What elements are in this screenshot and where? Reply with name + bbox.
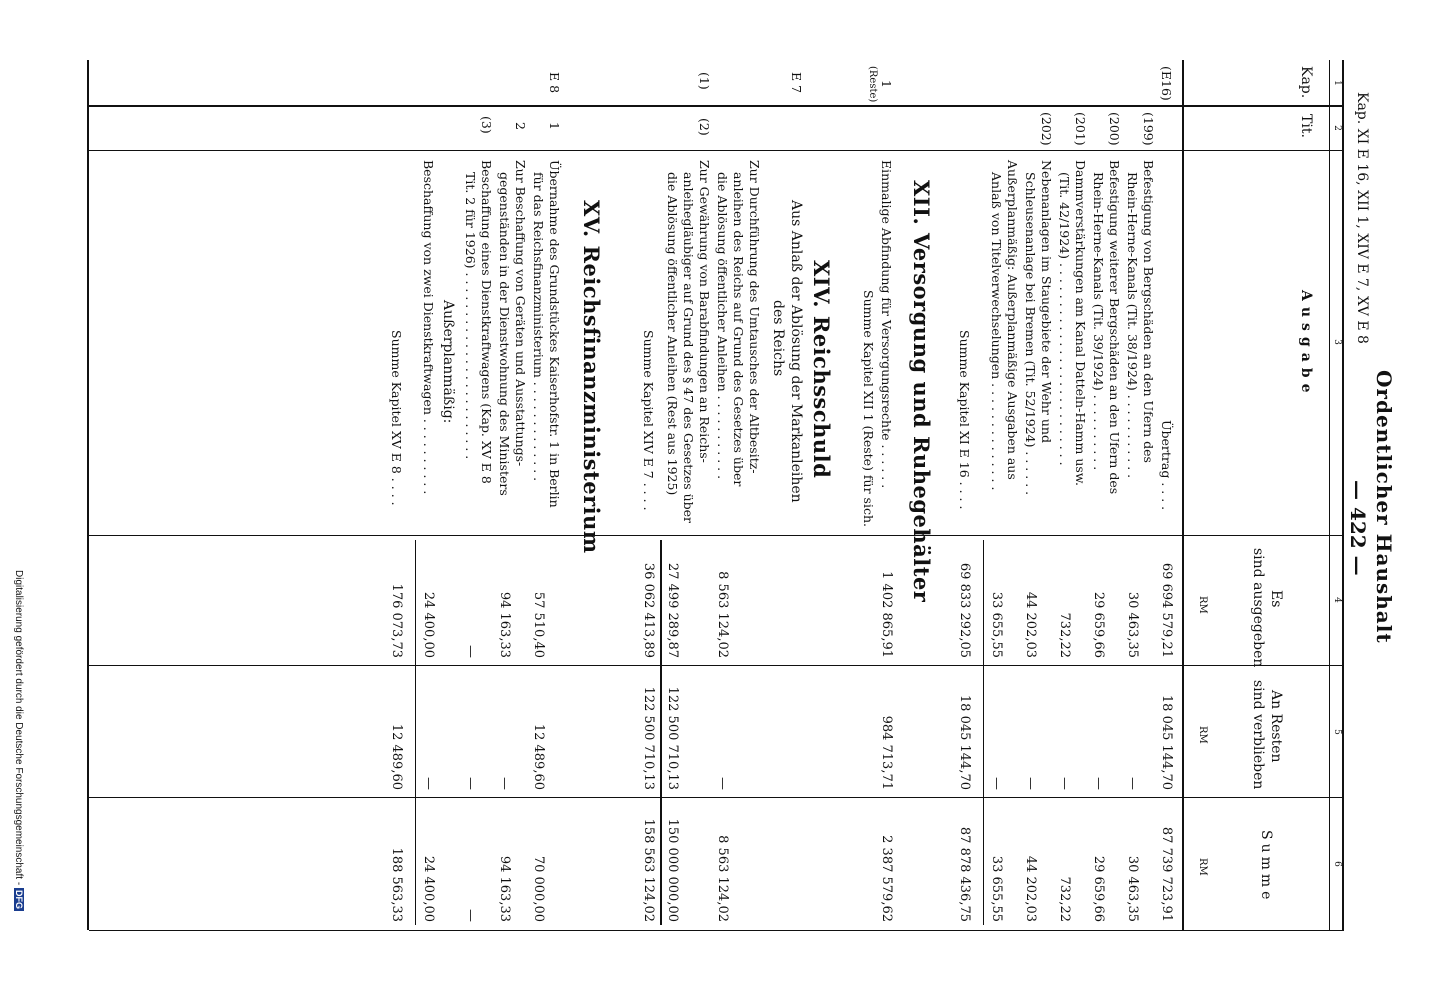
xv-t3-tit: (3) [479, 116, 494, 134]
sum-xiv-col6: 158 563 124,02 [641, 818, 656, 922]
xiv-t1-col6: 8 563 124,02 [715, 835, 730, 922]
xiv-t1-col5: — [715, 777, 730, 790]
ausser-col5: — [989, 777, 1004, 790]
xv-t1-line1: Übernahme des Grundstückes Kaiserhofstr. 1 in Berlin [547, 160, 562, 508]
ausser-col6: 33 655,55 [989, 855, 1004, 922]
xv-ausser-label: Außerplanmäßig: [440, 300, 456, 424]
xii-text: Einmalige Abfindung für Versorgungsrechte . . . . . . [879, 160, 894, 489]
ausser-col4: 33 655,55 [989, 591, 1004, 658]
colnum-6: 6 [1332, 861, 1342, 867]
unit-col5: RM [1197, 726, 1208, 744]
t202-col4: 44 202,03 [1023, 591, 1038, 658]
t199-col6: 30 463,35 [1125, 855, 1140, 922]
tit-200: (200) [1107, 112, 1122, 146]
chapter-reference: Kap. XI E 16, XII 1, XIV E 7, XV E 8 [1354, 92, 1370, 344]
xiv-t2-col4: 27 499 289,87 [665, 562, 680, 658]
table-bottom-rule [87, 60, 89, 930]
t201-line1: Dammverstärkungen am Kanal Datteln-Hamm usw. [1073, 160, 1088, 487]
t201-col6: 732,22 [1057, 876, 1072, 922]
kap-e8: E 8 [547, 72, 562, 94]
sum-xiv-label: Summe Kapitel XIV E 7 . . . . [641, 330, 656, 511]
t202-line2: Schleusenanlage bei Bremen (Tit. 52/1924) . . . . . . [1023, 172, 1038, 496]
kap-e16: (E16) [1159, 66, 1174, 101]
xv-t3-line1: Beschaffung eines Dienstkraftwagens (Kap. XV E 8 [479, 160, 494, 484]
col-sep-2 [89, 150, 1344, 151]
xv-t2-line2: gegenständen in der Dienstwohnung des Ministers [497, 172, 512, 496]
xiv-t1-line2: anleihen des Reichs auf Grund des Gesetzes über [731, 172, 746, 487]
kap-e7: E 7 [789, 72, 804, 94]
xv-t2-line1: Zur Beschaffung von Geräten und Ausstattungs- [513, 160, 528, 467]
t202-col6: 44 202,03 [1023, 855, 1038, 922]
xv-t4-col6: 24 400,00 [421, 855, 436, 922]
xiv-sub-line1: Aus Anlaß der Ablösung der Markanleihen [788, 200, 804, 503]
table-top-rule [1342, 60, 1344, 930]
xv-t1-tit: 1 [547, 122, 562, 130]
xii-col4: 1 402 865,91 [879, 571, 894, 658]
colnum-1: 1 [1332, 80, 1342, 86]
col-sep-3 [89, 535, 1344, 536]
xiv-sub-line2: des Reichs [770, 300, 786, 377]
col-sep-6 [89, 930, 1344, 931]
xv-t3-col6: — [463, 909, 478, 922]
t199-line2: Rhein-Herne-Kanals (Tit. 38/1924) . . . . . . . . . . . [1125, 172, 1140, 479]
page-heading: Ordentlicher Haushalt [1372, 370, 1396, 644]
xv-t4-col4: 24 400,00 [421, 591, 436, 658]
credit-text: Digitalisierung gefördert durch die Deutsche Forschungsgemeinschaft - [13, 570, 24, 886]
xiv-t2-kap: (1) [697, 72, 712, 90]
sum-xi-col5: 18 045 144,70 [957, 694, 972, 790]
t200-col4: 29 659,66 [1091, 591, 1106, 658]
header-tit: Tit. [1298, 114, 1314, 138]
xii-col6: 2 387 579,62 [879, 835, 894, 922]
ausser-line1: Außerplanmäßig: Außerplanmäßige Ausgaben aus [1005, 160, 1020, 480]
xv-t3-col5: — [463, 777, 478, 790]
header-col4-a: Es [1268, 590, 1284, 608]
col-sep-1 [89, 105, 1344, 107]
header-rule [1182, 60, 1184, 930]
xii-kap-num: 1 [879, 80, 894, 88]
xv-t4-line: Beschaffung von zwei Dienstkraftwagen . . . . . . . . . . [421, 160, 436, 495]
xii-kap-reste: (Reste) [867, 66, 878, 103]
digitization-credit [13, 570, 24, 911]
xii-col5: 984 713,71 [879, 715, 894, 790]
tit-199: (199) [1141, 112, 1156, 146]
sum-xiv-col5: 122 500 710,13 [641, 686, 656, 790]
header-col5-a: An Resten [1268, 690, 1284, 763]
uebertrag-col6: 87 739 723,91 [1159, 826, 1174, 922]
uebertrag-label: Übertrag . . . . [1159, 420, 1174, 511]
sum-xv-col5: 12 489,60 [389, 723, 404, 790]
sum-xiv-col4: 36 062 413,89 [641, 562, 656, 658]
sum-xv-col6: 188 563,33 [389, 847, 404, 922]
colnum-2: 2 [1332, 125, 1342, 131]
dfg-logo: DFG [14, 889, 24, 909]
t202-col5: — [1023, 777, 1038, 790]
page-number: — 422 — [1346, 480, 1370, 576]
sum-xii-label: Summe Kapitel XII 1 (Reste) für sich. [861, 290, 876, 527]
col-sep-5 [89, 797, 1344, 798]
tit-201: (201) [1073, 112, 1088, 146]
t200-col5: — [1091, 777, 1106, 790]
xv-t1-col4: 57 510,40 [531, 591, 546, 658]
xiv-t2-line3: die Ablösung öffentlicher Anleihen (Rest aus 1925) [665, 172, 680, 496]
xv-t2-col4: 94 163,33 [497, 591, 512, 658]
xiv-t1-line3: die Ablösung öffentlicher Anleihen . . . . . . . . . . . [715, 172, 730, 480]
unit-col4: RM [1197, 596, 1208, 614]
section-xii-title: XII. Versorgung und Ruhegehälter [909, 180, 934, 603]
xiv-t2-col6: 150 000 000,00 [665, 818, 680, 922]
t201-col5: — [1057, 777, 1072, 790]
t201-col4: 732,22 [1057, 612, 1072, 658]
sum-xi-label: Summe Kapitel XI E 16 . . . . [957, 330, 972, 510]
t200-line2: Rhein-Herne-Kanals (Tit. 39/1924) . . . . . . . . . . [1091, 172, 1106, 471]
xiv-t1-col4: 8 563 124,02 [715, 571, 730, 658]
xv-t3-col4: — [463, 645, 478, 658]
section-xv-title: XV. Reichsfinanzministerium [579, 200, 604, 554]
xiv-t2-line1: Zur Gewährung von Barabfindungen an Reichs- [697, 160, 712, 463]
t199-line1: Befestigung von Bergschäden an den Ufern des [1141, 160, 1156, 463]
sum-xi-col6: 87 878 436,75 [957, 826, 972, 922]
t201-line2: (Tit. 42/1924) . . . . . . . . . . . . . . . . . . . . . . . . . . [1057, 172, 1072, 466]
ausser-line2: Anlaß von Titelverwechselungen . . . . . . . . . . . . . . [989, 172, 1004, 491]
xiv-t2-line2: anleihegläubiger auf Grund des § 47 des Gesetzes über [681, 172, 696, 524]
section-xiv-title: XIV. Reichsschuld [809, 260, 834, 479]
xv-t2-col5: — [497, 777, 512, 790]
sum-xv-label: Summe Kapitel XV E 8 . . . . [389, 330, 404, 506]
xiv-t2-col5: 122 500 710,13 [665, 686, 680, 790]
tit-202: (202) [1039, 112, 1054, 146]
sum-xi-rule [983, 540, 984, 925]
colnum-3: 3 [1332, 339, 1342, 345]
t199-col4: 30 463,35 [1125, 591, 1140, 658]
sum-xv-rule [415, 540, 416, 925]
sum-xi-col4: 69 833 292,05 [957, 562, 972, 658]
sum-xiv-rule [660, 540, 662, 925]
xv-t1-line2: für das Reichsfinanzministerium . . . . . . . . . . . . . [531, 172, 546, 482]
colnum-5: 5 [1332, 729, 1342, 735]
colnum-rule [1329, 60, 1330, 930]
sum-xv-col4: 176 073,73 [389, 583, 404, 658]
t202-line1: Nebenanlagen im Staugebiete der Wehr und [1039, 160, 1054, 443]
xiv-t1-line1: Zur Durchführung des Umtausches der Altbesitz- [747, 160, 762, 474]
uebertrag-col4: 69 694 579,21 [1159, 562, 1174, 658]
header-kap: Kap. [1298, 66, 1314, 99]
t199-col5: — [1125, 777, 1140, 790]
uebertrag-col5: 18 045 144,70 [1159, 694, 1174, 790]
header-col5-b: sind verblieben [1250, 680, 1266, 790]
col-sep-4 [89, 665, 1344, 666]
xv-t4-col5: — [421, 777, 436, 790]
header-col4-b: sind ausgegeben [1250, 548, 1266, 668]
header-col6: Summe [1258, 830, 1274, 904]
xv-t1-col5: 12 489,60 [531, 723, 546, 790]
header-ausgabe: Ausgabe [1298, 290, 1314, 399]
xv-t3-line2: Tit. 2 für 1926) . . . . . . . . . . . . . . . . . . . . . . . . [463, 172, 478, 460]
t200-line1: Befestigung weiterer Bergschäden an den Ufern des [1107, 160, 1122, 495]
unit-col6: RM [1197, 858, 1208, 876]
colnum-4: 4 [1332, 597, 1342, 603]
xv-t2-tit: 2 [513, 122, 528, 130]
xv-t2-col6: 94 163,33 [497, 855, 512, 922]
xv-t1-col6: 70 000,00 [531, 855, 546, 922]
xiv-t2-tit: (2) [697, 118, 712, 136]
t200-col6: 29 659,66 [1091, 855, 1106, 922]
